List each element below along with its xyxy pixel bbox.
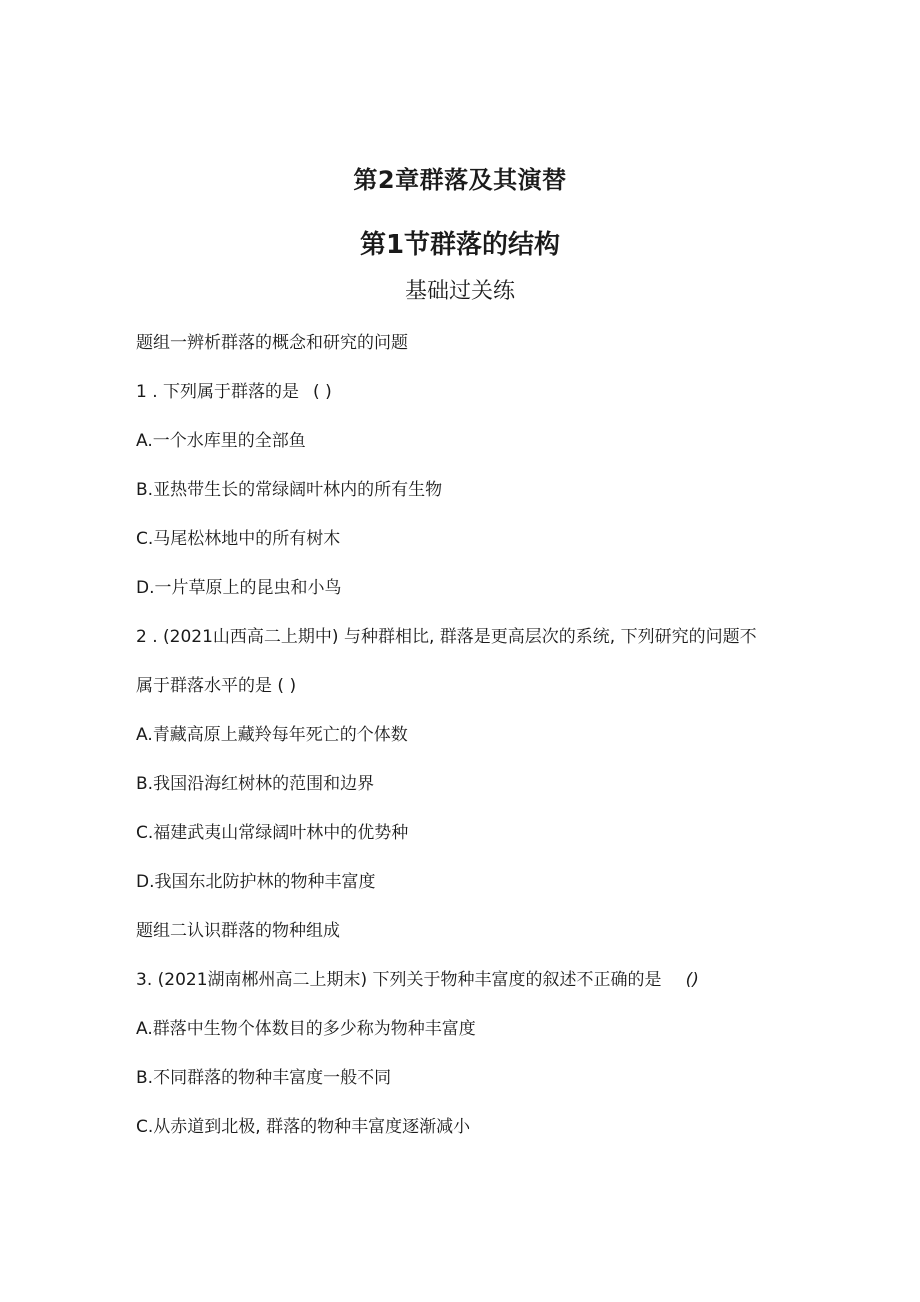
question-1-option-b: B.亚热带生长的常绿阔叶林内的所有生物 [136, 480, 443, 500]
question-1-text: 1 . 下列属于群落的是 [136, 382, 300, 402]
question-2-stem-line-1: 2 . (2021山西高二上期中) 与种群相比, 群落是更高层次的系统, 下列研究的问题不 [136, 627, 757, 647]
question-3-option-c: C.从赤道到北极, 群落的物种丰富度逐渐减小 [136, 1117, 471, 1137]
question-2-option-b: B.我国沿海红树林的范围和边界 [136, 774, 375, 794]
group-title-1: 题组一辨析群落的概念和研究的问题 [136, 333, 408, 353]
question-1-option-c: C.马尾松林地中的所有树木 [136, 529, 341, 549]
question-3-option-b: B.不同群落的物种丰富度一般不同 [136, 1068, 392, 1088]
chapter-title: 第2章群落及其演替 [353, 166, 567, 194]
section-title: 第1节群落的结构 [359, 230, 561, 260]
question-2-option-a: A.青藏高原上藏羚每年死亡的个体数 [136, 725, 408, 745]
question-3-answer-blank: () [685, 970, 699, 990]
question-1-answer-blank: ( ) [313, 382, 332, 402]
question-list [136, 332, 796, 1138]
question-1-option-a: A.一个水库里的全部鱼 [136, 431, 306, 451]
exercise-subtitle: 基础过关练 [404, 279, 515, 304]
question-3-text: 3. (2021湖南郴州高二上期末) 下列关于物种丰富度的叙述不正确的是 [136, 970, 662, 990]
question-1-stem [136, 381, 796, 403]
question-3-option-a: A.群落中生物个体数目的多少称为物种丰富度 [136, 1019, 476, 1039]
question-2-stem-line-2: 属于群落水平的是 ( ) [136, 676, 297, 696]
group-title-2: 题组二认识群落的物种组成 [136, 921, 340, 941]
question-2-option-c: C.福建武夷山常绿阔叶林中的优势种 [136, 823, 409, 843]
question-1-option-d: D.一片草原上的昆虫和小鸟 [136, 578, 342, 598]
question-2-option-d: D.我国东北防护林的物种丰富度 [136, 872, 376, 892]
question-3-stem [136, 969, 796, 991]
